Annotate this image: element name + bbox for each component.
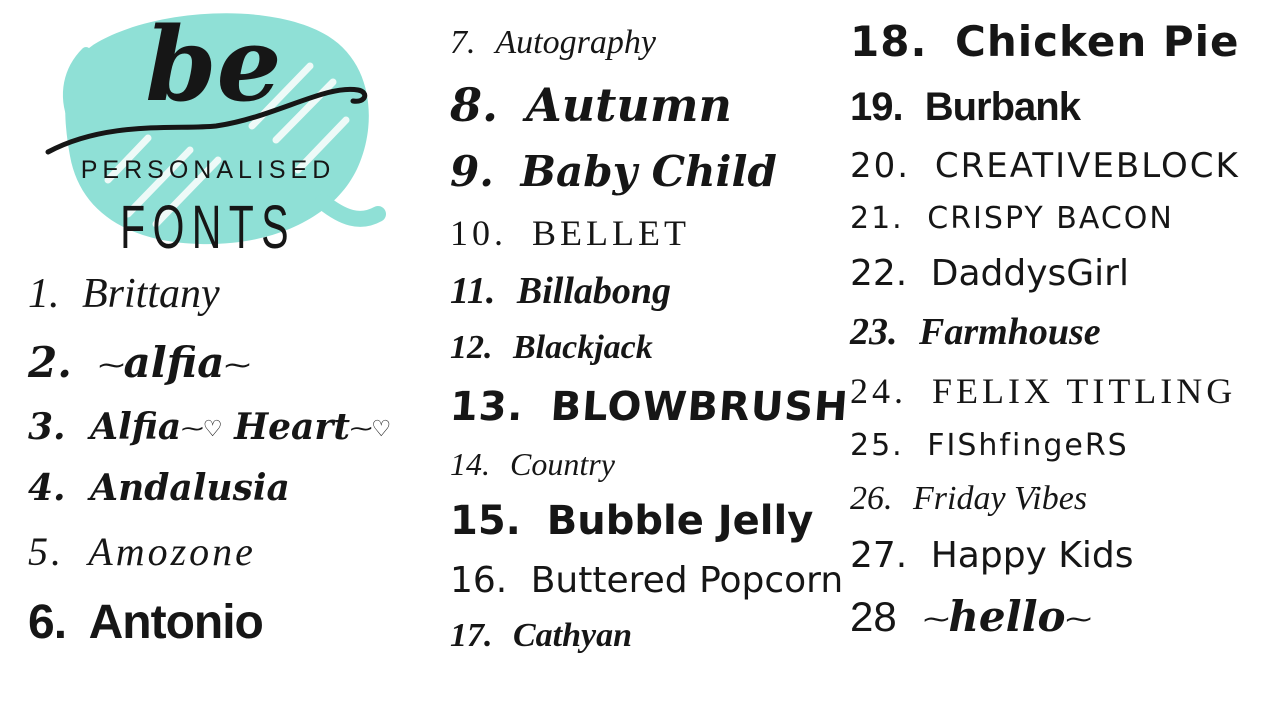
font-sample-item <box>450 268 850 316</box>
font-number: 21. <box>850 201 904 236</box>
logo-personalised-text: PERSONALISED <box>80 156 336 184</box>
font-number: 6. <box>28 596 67 649</box>
font-number: 18. <box>850 17 928 66</box>
font-number: 20. <box>850 145 911 186</box>
font-name: Andalusia <box>90 467 290 509</box>
column-left <box>0 0 450 720</box>
swash-ornament: ⁓ <box>923 604 949 635</box>
font-number: 1. <box>28 271 60 317</box>
font-number: 25. <box>850 428 904 463</box>
font-number: 15. <box>450 497 521 544</box>
font-name: FELIX TITLING <box>932 371 1237 411</box>
font-sample-item <box>450 22 850 65</box>
font-sample-item <box>850 478 1280 521</box>
font-name: Buttered Popcorn <box>530 559 844 601</box>
font-number: 2. <box>28 337 72 387</box>
font-number: 28 <box>850 593 897 640</box>
font-sample-item <box>450 615 850 658</box>
font-number: 8. <box>450 77 499 132</box>
font-sample-item <box>850 427 1280 465</box>
font-name-part: alfia <box>123 337 225 387</box>
font-name: FIShfingeRS <box>927 428 1129 463</box>
swash-ornament: ⁓♡ <box>181 416 222 443</box>
font-number: 19. <box>850 84 903 129</box>
swash-ornament: ⁓ <box>1065 604 1091 635</box>
font-sample-item <box>850 369 1280 414</box>
font-name-part: Heart <box>221 406 350 448</box>
font-name: Blackjack <box>513 329 653 366</box>
font-sample-item <box>28 405 450 450</box>
font-number: 16. <box>450 559 508 601</box>
font-sample-item <box>850 82 1280 132</box>
swash-ornament: ⁓ <box>98 350 124 381</box>
font-sample-item <box>28 337 450 390</box>
font-sample-item <box>450 146 850 199</box>
font-sample-item <box>450 327 850 370</box>
font-sample-item <box>28 527 450 577</box>
font-name: Chicken Pie <box>955 17 1240 66</box>
font-name: Antonio <box>88 596 263 649</box>
font-name: CREATIVEBLOCK <box>934 145 1240 186</box>
font-number: 14. <box>450 445 490 482</box>
font-sample-item <box>450 496 850 546</box>
font-number: 12. <box>450 329 493 366</box>
font-name: Baby Child <box>520 147 777 196</box>
font-number: 24. <box>850 371 907 411</box>
brand-logo <box>28 0 388 262</box>
font-list-column-1 <box>28 268 450 653</box>
font-sample-item <box>850 251 1280 296</box>
font-name <box>98 338 249 387</box>
font-sample-item <box>28 268 450 321</box>
font-sample-item <box>850 309 1280 357</box>
font-sample-item <box>450 444 850 484</box>
font-sample-item <box>450 558 850 603</box>
font-name: Bubble Jelly <box>546 497 814 544</box>
font-name-part: Alfia <box>90 406 182 448</box>
logo-script-text: be <box>145 5 282 125</box>
font-number: 27. <box>850 535 908 576</box>
font-name: DaddysGirl <box>930 252 1129 294</box>
font-name <box>90 406 390 448</box>
font-name <box>923 592 1090 641</box>
font-sample-item <box>450 77 850 135</box>
logo-fonts-text: FONTS <box>120 193 296 262</box>
font-name: Farmhouse <box>919 310 1101 353</box>
font-name-part: hello <box>948 592 1066 641</box>
font-name: Country <box>510 445 615 482</box>
font-number: 17. <box>450 616 493 654</box>
font-number: 26. <box>850 479 893 517</box>
font-number: 23. <box>850 310 898 353</box>
font-sample-item <box>28 466 450 511</box>
font-name: Billabong <box>516 269 672 312</box>
font-name: Burbank <box>924 84 1080 129</box>
font-number: 10. <box>450 212 507 253</box>
font-number: 5. <box>28 529 64 574</box>
font-number: 9. <box>450 147 494 196</box>
font-list-column-2 <box>450 22 850 657</box>
font-name: Happy Kids <box>930 535 1134 576</box>
column-right <box>850 0 1280 720</box>
font-name: Amozone <box>88 529 256 574</box>
font-number: 4. <box>28 467 66 509</box>
font-number: 7. <box>450 24 476 61</box>
font-number: 11. <box>450 269 496 312</box>
font-sample-item <box>448 382 851 432</box>
font-name: Friday Vibes <box>913 479 1088 517</box>
font-name: Autumn <box>526 77 732 132</box>
font-number: 22. <box>850 252 908 294</box>
font-number: 3. <box>28 406 66 448</box>
font-name: CRISPY BACON <box>927 201 1174 236</box>
font-sample-item <box>850 533 1280 578</box>
font-sample-item <box>850 16 1280 69</box>
swash-ornament: ⁓♡ <box>349 416 391 443</box>
font-sample-item <box>850 200 1280 238</box>
font-name: Brittany <box>82 271 220 317</box>
font-name: Cathyan <box>513 616 633 654</box>
column-middle <box>450 0 850 720</box>
font-name: BLOWBRUSH <box>549 383 851 430</box>
swash-ornament: ⁓ <box>224 350 250 381</box>
font-name: Autography <box>495 24 656 61</box>
font-number: 13. <box>448 383 526 430</box>
font-sample-item <box>850 145 1280 188</box>
font-list-column-3 <box>850 16 1280 644</box>
font-sample-item <box>28 593 450 653</box>
font-name: BELLET <box>532 212 690 253</box>
font-sample-item <box>850 591 1280 644</box>
font-sample-item <box>450 211 850 256</box>
